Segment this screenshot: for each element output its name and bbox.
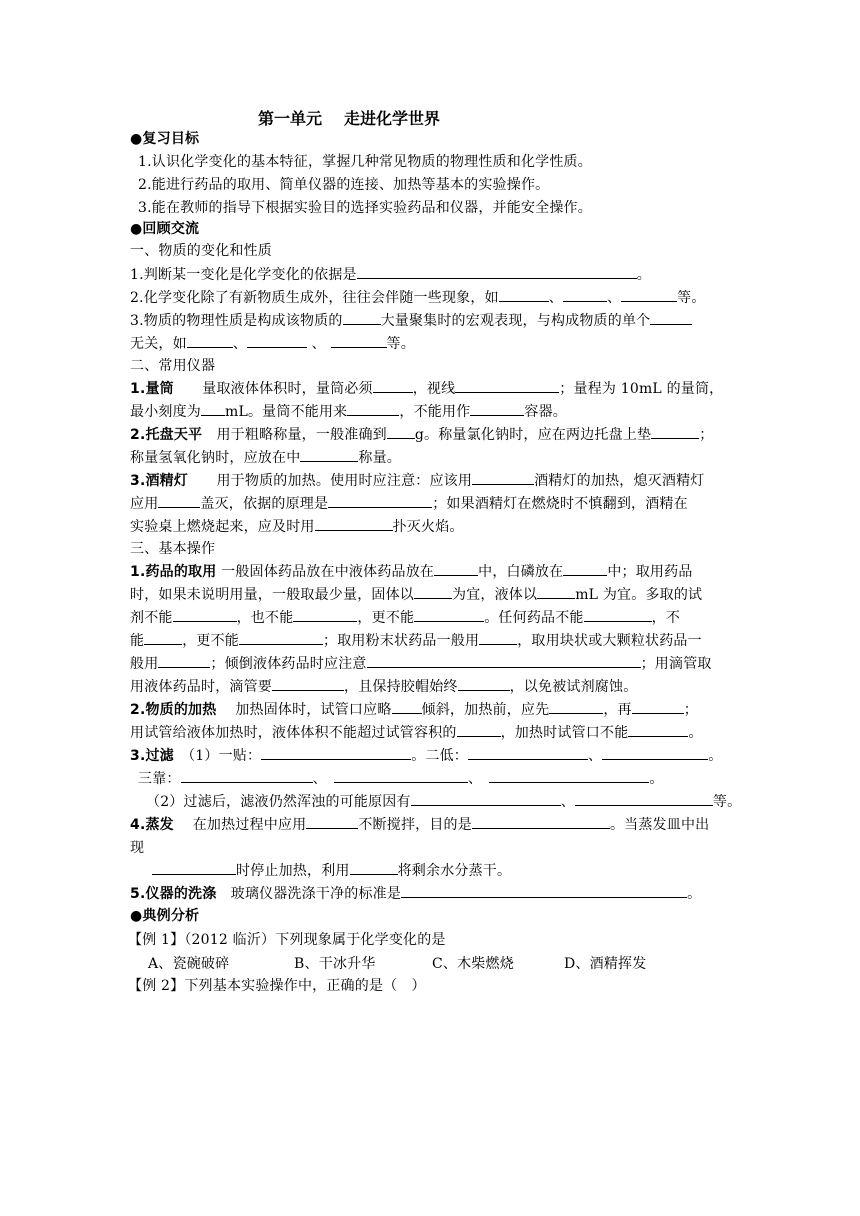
operation-4-cont: 现	[130, 840, 145, 856]
operation-2-cont: 用试管给液体加热时，液体体积不能超过试管容积的 ，加热时试管口不能 。	[130, 722, 703, 744]
graduated-cylinder-label: 1.量筒	[130, 381, 174, 397]
example-1: 【例 1】（2012 临沂）下列现象属于化学变化的是	[128, 932, 446, 948]
answer-blank[interactable]	[499, 287, 549, 302]
example-heading: ●典例分析	[130, 908, 200, 924]
answer-blank[interactable]	[367, 653, 641, 668]
instrument-2-cont: 称量氢氧化钠时，应放在中 称量。	[130, 447, 401, 469]
answer-blank[interactable]	[373, 378, 413, 393]
question-1: 1.判断某一变化是化学变化的依据是 。	[130, 264, 651, 286]
instrument-3-cont: 应用 盖灭，依据的原理是 ；如果酒精灯在燃烧时不慎翻到，酒精在	[130, 493, 688, 515]
operation-4: 4.蒸发 在加热过程中应用 不断搅拌，目的是 。当蒸发皿中出	[130, 814, 709, 836]
answer-blank[interactable]	[300, 447, 358, 462]
heating-label: 2.物质的加热	[130, 702, 217, 718]
goal-2: 2.能进行药品的取用、简单仪器的连接、加热等基本的实验操作。	[138, 177, 550, 193]
unit-name: 走进化学世界	[344, 109, 441, 128]
answer-blank[interactable]	[470, 401, 524, 416]
answer-blank[interactable]	[455, 378, 559, 393]
answer-blank[interactable]	[173, 607, 237, 622]
answer-blank[interactable]	[181, 768, 313, 783]
answer-blank[interactable]	[468, 745, 588, 760]
answer-blank[interactable]	[392, 699, 422, 714]
instrument-2: 2.托盘天平 用于粗略称量，一般准确到 g。称量氯化钠时，应在两边托盘上垫 ；	[130, 424, 713, 446]
operation-5: 5.仪器的洗涤 玻璃仪器洗涤干净的标准是 。	[130, 883, 701, 905]
recall-heading: ●回顾交流	[130, 221, 200, 237]
answer-blank[interactable]	[347, 401, 399, 416]
review-goals-heading: ●复习目标	[130, 131, 200, 147]
washing-label: 5.仪器的洗涤	[130, 886, 217, 902]
answer-blank[interactable]	[152, 860, 236, 875]
answer-blank[interactable]	[621, 287, 677, 302]
answer-blank[interactable]	[650, 310, 692, 325]
example-2: 【例 2】下列基本实验操作中，正确的是（ ）	[128, 978, 426, 994]
answer-blank[interactable]	[247, 333, 307, 348]
answer-blank[interactable]	[306, 814, 358, 829]
answer-blank[interactable]	[272, 676, 344, 691]
instrument-1-cont: 最小刻度为 mL。量筒不能用来 ，不能用作 容器。	[130, 401, 567, 423]
answer-blank[interactable]	[472, 814, 610, 829]
evaporation-label: 4.蒸发	[130, 817, 174, 833]
answer-blank[interactable]	[489, 768, 649, 783]
operation-1-cont3: 能 ，更不能 ；取用粉末状药品一般用 ，取用块状或大颗粒状药品一	[130, 630, 702, 652]
page-title	[258, 106, 440, 129]
example-1-options	[148, 953, 646, 975]
section-1-heading: 一、物质的变化和性质	[130, 243, 272, 259]
answer-blank[interactable]	[187, 333, 233, 348]
option-c[interactable]: C、木柴燃烧	[432, 956, 514, 972]
answer-blank[interactable]	[261, 745, 411, 760]
answer-blank[interactable]	[537, 584, 575, 599]
filtration-label: 3.过滤	[130, 748, 174, 764]
answer-blank[interactable]	[293, 607, 357, 622]
question-3-cont: 无关，如 、 、 等。	[130, 333, 415, 355]
question-3: 3.物质的物理性质是构成该物质的 大量聚集时的宏观表现，与构成物质的单个	[130, 310, 692, 332]
goal-1: 1.认识化学变化的基本特征，掌握几种常见物质的物理性质和化学性质。	[138, 154, 592, 170]
answer-blank[interactable]	[458, 676, 510, 691]
section-3-heading: 三、基本操作	[130, 541, 216, 557]
answer-blank[interactable]	[628, 722, 688, 737]
option-d[interactable]: D、酒精挥发	[564, 956, 647, 972]
answer-blank[interactable]	[158, 493, 200, 508]
answer-blank[interactable]	[158, 653, 210, 668]
answer-blank[interactable]	[457, 722, 501, 737]
alcohol-lamp-label: 3.酒精灯	[130, 473, 189, 489]
operation-4-cont2: 时停止加热，利用 将剩余水分蒸干。	[152, 860, 511, 882]
answer-blank[interactable]	[239, 630, 323, 645]
answer-blank[interactable]	[144, 630, 182, 645]
operation-1-cont5: 用液体药品时，滴管要 ，且保持胶帽始终 ，以免被试剂腐蚀。	[130, 676, 637, 698]
answer-blank[interactable]	[651, 424, 699, 439]
goal-3: 3.能在教师的指导下根据实验目的选择实验药品和仪器，并能安全操作。	[138, 200, 592, 216]
answer-blank[interactable]	[401, 883, 687, 898]
operation-3-cont2: （2）过滤后，滤液仍然浑浊的可能原因有 、 等。	[146, 791, 741, 813]
answer-blank[interactable]	[549, 699, 603, 714]
instrument-1: 1.量筒 量取液体体积时，量筒必须 ，视线 ；量程为 10mL 的量筒，	[130, 378, 723, 400]
answer-blank[interactable]	[632, 699, 684, 714]
reagent-taking-label: 1.药品的取用	[130, 564, 217, 580]
operation-1-cont4: 般用 ；倾倒液体药品时应注意 ；用滴管取	[130, 653, 712, 675]
answer-blank[interactable]	[584, 607, 652, 622]
answer-blank[interactable]	[328, 493, 432, 508]
operation-3: 3.过滤 （1）一贴： 。二低： 、 。	[130, 745, 722, 767]
option-a[interactable]: A、瓷碗破碎	[148, 956, 230, 972]
operation-1-cont2: 剂不能 ，也不能 ，更不能 。任何药品不能 ，不	[130, 607, 680, 629]
instrument-3: 3.酒精灯 用于物质的加热。使用时应注意：应该用 酒精灯的加热，熄灭酒精灯	[130, 470, 704, 492]
answer-blank[interactable]	[602, 745, 708, 760]
question-2: 2.化学变化除了有新物质生成外，往往会伴随一些现象，如 、 、 等。	[130, 287, 706, 309]
answer-blank[interactable]	[343, 310, 381, 325]
answer-blank[interactable]	[315, 516, 393, 531]
answer-blank[interactable]	[563, 561, 607, 576]
balance-label: 2.托盘天平	[130, 427, 203, 443]
answer-blank[interactable]	[357, 264, 637, 279]
answer-blank[interactable]	[563, 287, 607, 302]
option-b[interactable]: B、干冰升华	[294, 956, 376, 972]
operation-2: 2.物质的加热 加热固体时，试管口应略 倾斜，加热前，应先 ，再 ；	[130, 699, 698, 721]
answer-blank[interactable]	[575, 791, 713, 806]
answer-blank[interactable]	[414, 584, 452, 599]
answer-blank[interactable]	[387, 424, 415, 439]
operation-1-cont: 时，如果未说明用量，一般取最少量，固体以 为宜，液体以 mL 为宜。多取的试	[130, 584, 702, 606]
answer-blank[interactable]	[434, 561, 478, 576]
answer-blank[interactable]	[414, 607, 484, 622]
instrument-3-cont2: 实验桌上燃烧起来，应及时用 扑灭火焰。	[130, 516, 464, 538]
answer-blank[interactable]	[479, 630, 517, 645]
unit-number: 第一单元	[258, 109, 323, 128]
operation-1: 1.药品的取用 一般固体药品放在中液体药品放在 中，白磷放在 中；取用药品	[130, 561, 693, 583]
answer-blank[interactable]	[411, 791, 561, 806]
answer-blank[interactable]	[334, 768, 468, 783]
section-2-heading: 二、常用仪器	[130, 358, 216, 374]
answer-blank[interactable]	[350, 860, 398, 875]
answer-blank[interactable]	[201, 401, 225, 416]
operation-3-cont: 三靠： 、 、 。	[138, 768, 664, 790]
answer-blank[interactable]	[472, 470, 534, 485]
answer-blank[interactable]	[331, 333, 387, 348]
